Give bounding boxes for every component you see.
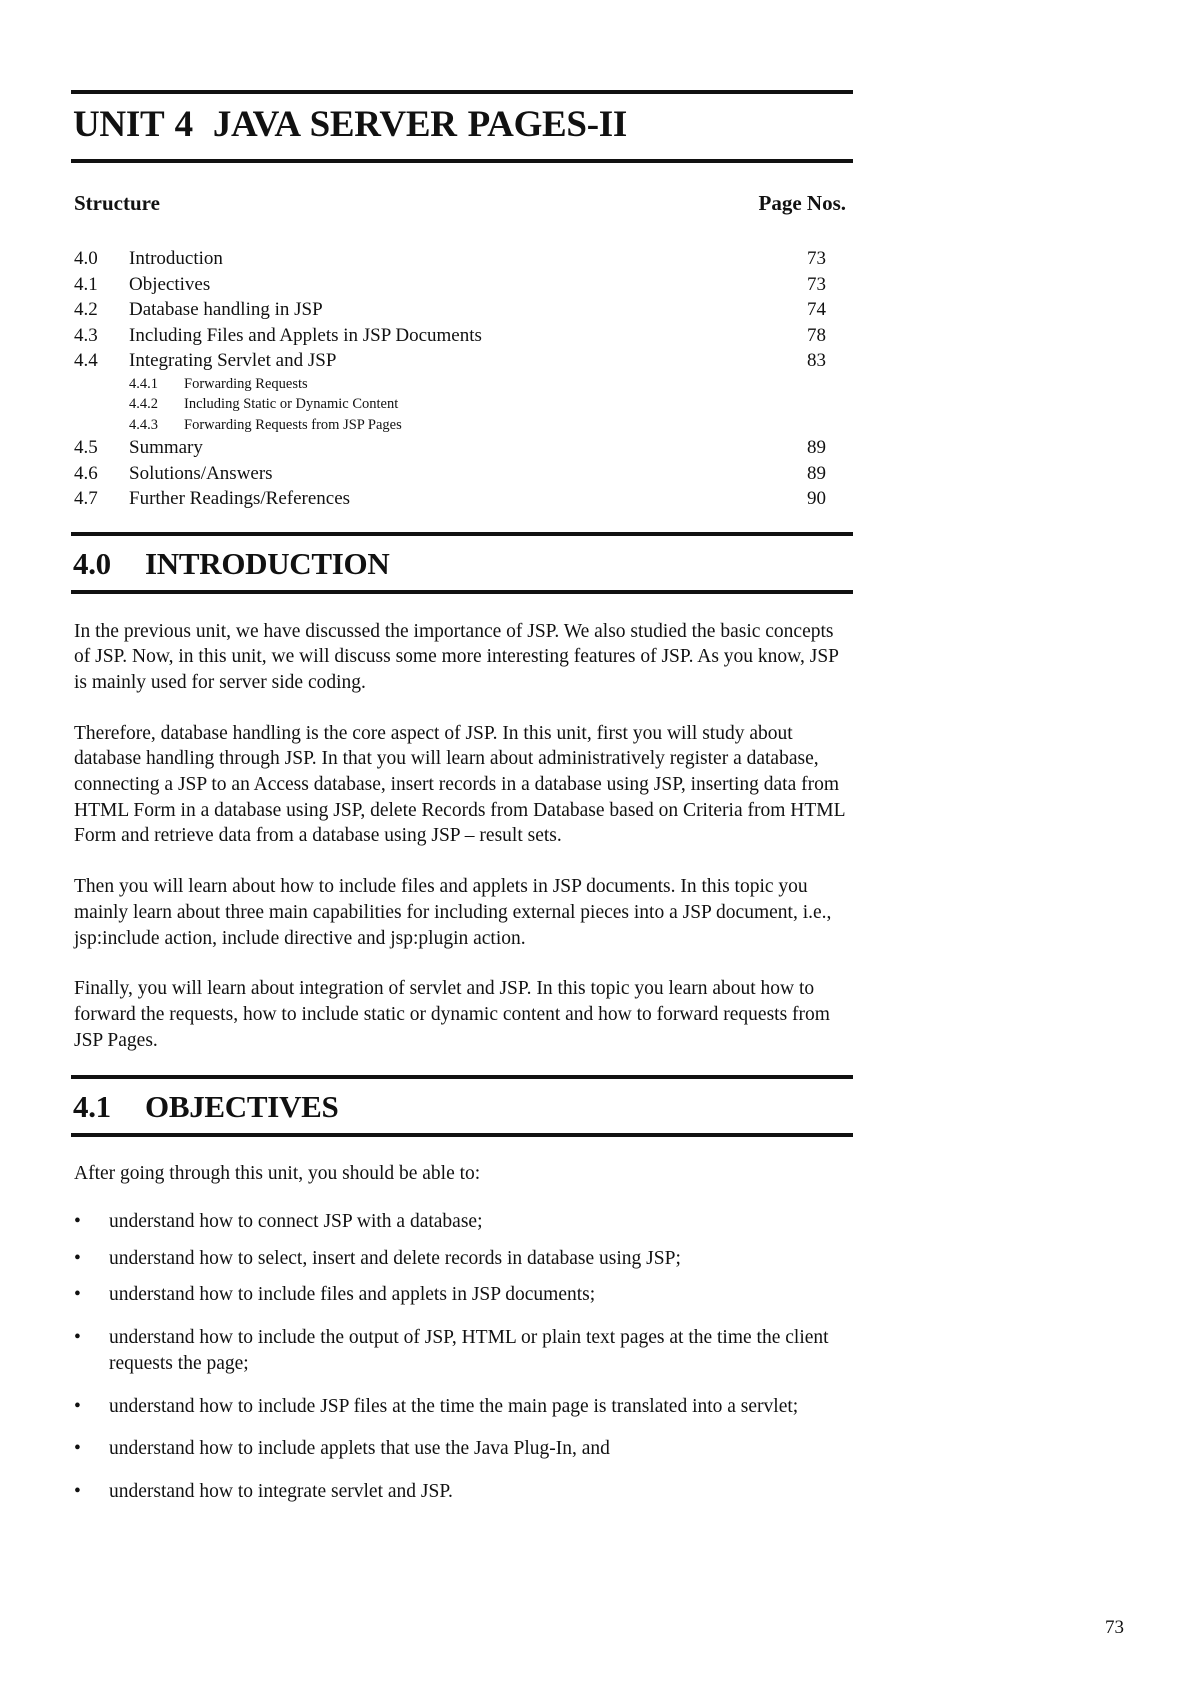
section-title: OBJECTIVES <box>145 1089 339 1125</box>
toc-row <box>71 272 853 298</box>
toc-page: 90 <box>807 488 826 509</box>
unit-title <box>71 100 853 150</box>
unit-name: JAVA SERVER PAGES-II <box>212 104 627 145</box>
toc-page: 89 <box>807 462 826 484</box>
toc-number: 4.5 <box>74 437 98 458</box>
toc-row <box>71 323 853 349</box>
toc-subitem-title: Forwarding Requests from JSP Pages <box>184 416 402 433</box>
toc-row <box>71 297 853 323</box>
list-item-text: understand how to include files and applets in JSP documents; <box>109 1284 596 1306</box>
toc-title: Integrating Servlet and JSP <box>129 350 337 371</box>
toc-subitem <box>71 374 853 395</box>
section-number: 4.1 <box>73 1089 111 1125</box>
toc-number: 4.0 <box>74 248 98 269</box>
toc-number: 4.3 <box>74 324 98 346</box>
structure-heading: Structure <box>74 191 160 215</box>
bullet-icon: • <box>74 1247 81 1269</box>
toc-title: Introduction <box>129 248 223 269</box>
intro-paragraph: Then you will learn about how to include files and applets in JSP documents. In this topic you mainly learn about three main capabilities for including external pieces into a JSP document, i.e., jsp:include action, include directive and jsp:plugin action. <box>74 876 832 949</box>
toc-row <box>71 486 853 512</box>
toc-number: 4.6 <box>74 462 98 484</box>
bullet-icon: • <box>74 1211 81 1233</box>
toc-row <box>71 461 853 487</box>
bullet-icon: • <box>74 1438 81 1460</box>
toc-page: 89 <box>807 437 826 458</box>
toc-page: 83 <box>807 350 826 371</box>
list-item <box>71 1282 853 1308</box>
toc-subitem-number: 4.4.2 <box>129 396 158 412</box>
title-top-rule <box>71 90 853 94</box>
list-item-text: understand how to include the output of JSP, HTML or plain text pages at the time the client requests the page; <box>109 1327 829 1374</box>
intro-bottom-rule <box>71 590 853 594</box>
list-item <box>71 1479 853 1505</box>
toc-subitem-title: Forwarding Requests <box>184 375 308 392</box>
intro-top-rule <box>71 532 853 536</box>
toc-page: 73 <box>807 248 826 269</box>
list-item <box>71 1436 853 1462</box>
page-nos-heading: Page Nos. <box>758 191 846 215</box>
toc-subitem-title: Including Static or Dynamic Content <box>184 396 399 412</box>
list-item-text: understand how to include applets that use the Java Plug-In, and <box>109 1438 610 1460</box>
toc-subitem <box>71 394 853 415</box>
structure-header <box>71 191 853 216</box>
table-of-contents <box>71 246 853 512</box>
list-item <box>71 1394 853 1420</box>
intro-paragraph: Therefore, database handling is the core aspect of JSP. In this unit, first you will study about database handling through JSP. In that you will learn about administratively register a database, connecting a JSP to an Access database, insert records in a database using JSP, inserting data from HTML Form in a database using JSP, delete Records from Database based on Criteria from HTML Form and retrieve data from a database using JSP – result sets. <box>74 722 845 847</box>
intro-paragraph: In the previous unit, we have discussed the importance of JSP. We also studied the basic concepts of JSP. Now, in this unit, we will discuss some more interesting features of JSP. As you know, JSP is mainly used for server side coding. <box>74 620 839 693</box>
toc-number: 4.2 <box>74 299 98 320</box>
objectives-list <box>71 1209 853 1505</box>
objectives-bottom-rule <box>71 1133 853 1137</box>
list-item <box>71 1246 853 1272</box>
toc-number: 4.7 <box>74 488 98 509</box>
section-title: INTRODUCTION <box>145 545 390 581</box>
intro-paragraph: Finally, you will learn about integration of servlet and JSP. In this topic you learn about how to forward the requests, how to include static or dynamic content and how to forward requests from JSP Pages. <box>74 978 830 1051</box>
section-number: 4.0 <box>73 545 111 581</box>
toc-title: Solutions/Answers <box>129 462 273 484</box>
toc-number: 4.4 <box>74 350 98 371</box>
toc-row <box>71 246 853 272</box>
toc-page: 73 <box>807 273 826 295</box>
bullet-icon: • <box>74 1284 81 1306</box>
unit-label: UNIT 4 <box>73 104 193 145</box>
list-item-text: understand how to select, insert and delete records in database using JSP; <box>109 1247 681 1269</box>
page-number: 73 <box>1105 1617 1124 1638</box>
toc-title: Database handling in JSP <box>129 299 323 320</box>
document-page <box>71 0 853 1505</box>
list-item-text: understand how to integrate servlet and JSP. <box>109 1480 453 1502</box>
toc-subitem <box>71 415 853 436</box>
list-item-text: understand how to include JSP files at the time the main page is translated into a servlet; <box>109 1395 799 1417</box>
toc-title: Objectives <box>129 273 211 295</box>
list-item <box>71 1325 853 1376</box>
toc-title: Including Files and Applets in JSP Documents <box>129 324 482 346</box>
title-bottom-rule <box>71 159 853 163</box>
bullet-icon: • <box>74 1327 81 1349</box>
objectives-top-rule <box>71 1075 853 1079</box>
list-item-text: understand how to connect JSP with a database; <box>109 1211 483 1233</box>
toc-title: Further Readings/References <box>129 488 351 509</box>
objectives-lead: After going through this unit, you should be able to: <box>74 1163 481 1185</box>
bullet-icon: • <box>74 1480 81 1502</box>
toc-subitem-number: 4.4.1 <box>129 375 158 392</box>
toc-number: 4.1 <box>74 273 98 295</box>
toc-row <box>71 348 853 374</box>
toc-page: 74 <box>807 299 826 320</box>
bullet-icon: • <box>74 1395 81 1417</box>
list-item <box>71 1209 853 1235</box>
toc-row <box>71 435 853 461</box>
toc-page: 78 <box>807 324 826 346</box>
toc-title: Summary <box>129 437 203 458</box>
introduction-heading <box>71 538 853 590</box>
toc-subitem-number: 4.4.3 <box>129 416 158 433</box>
objectives-heading <box>71 1081 853 1133</box>
